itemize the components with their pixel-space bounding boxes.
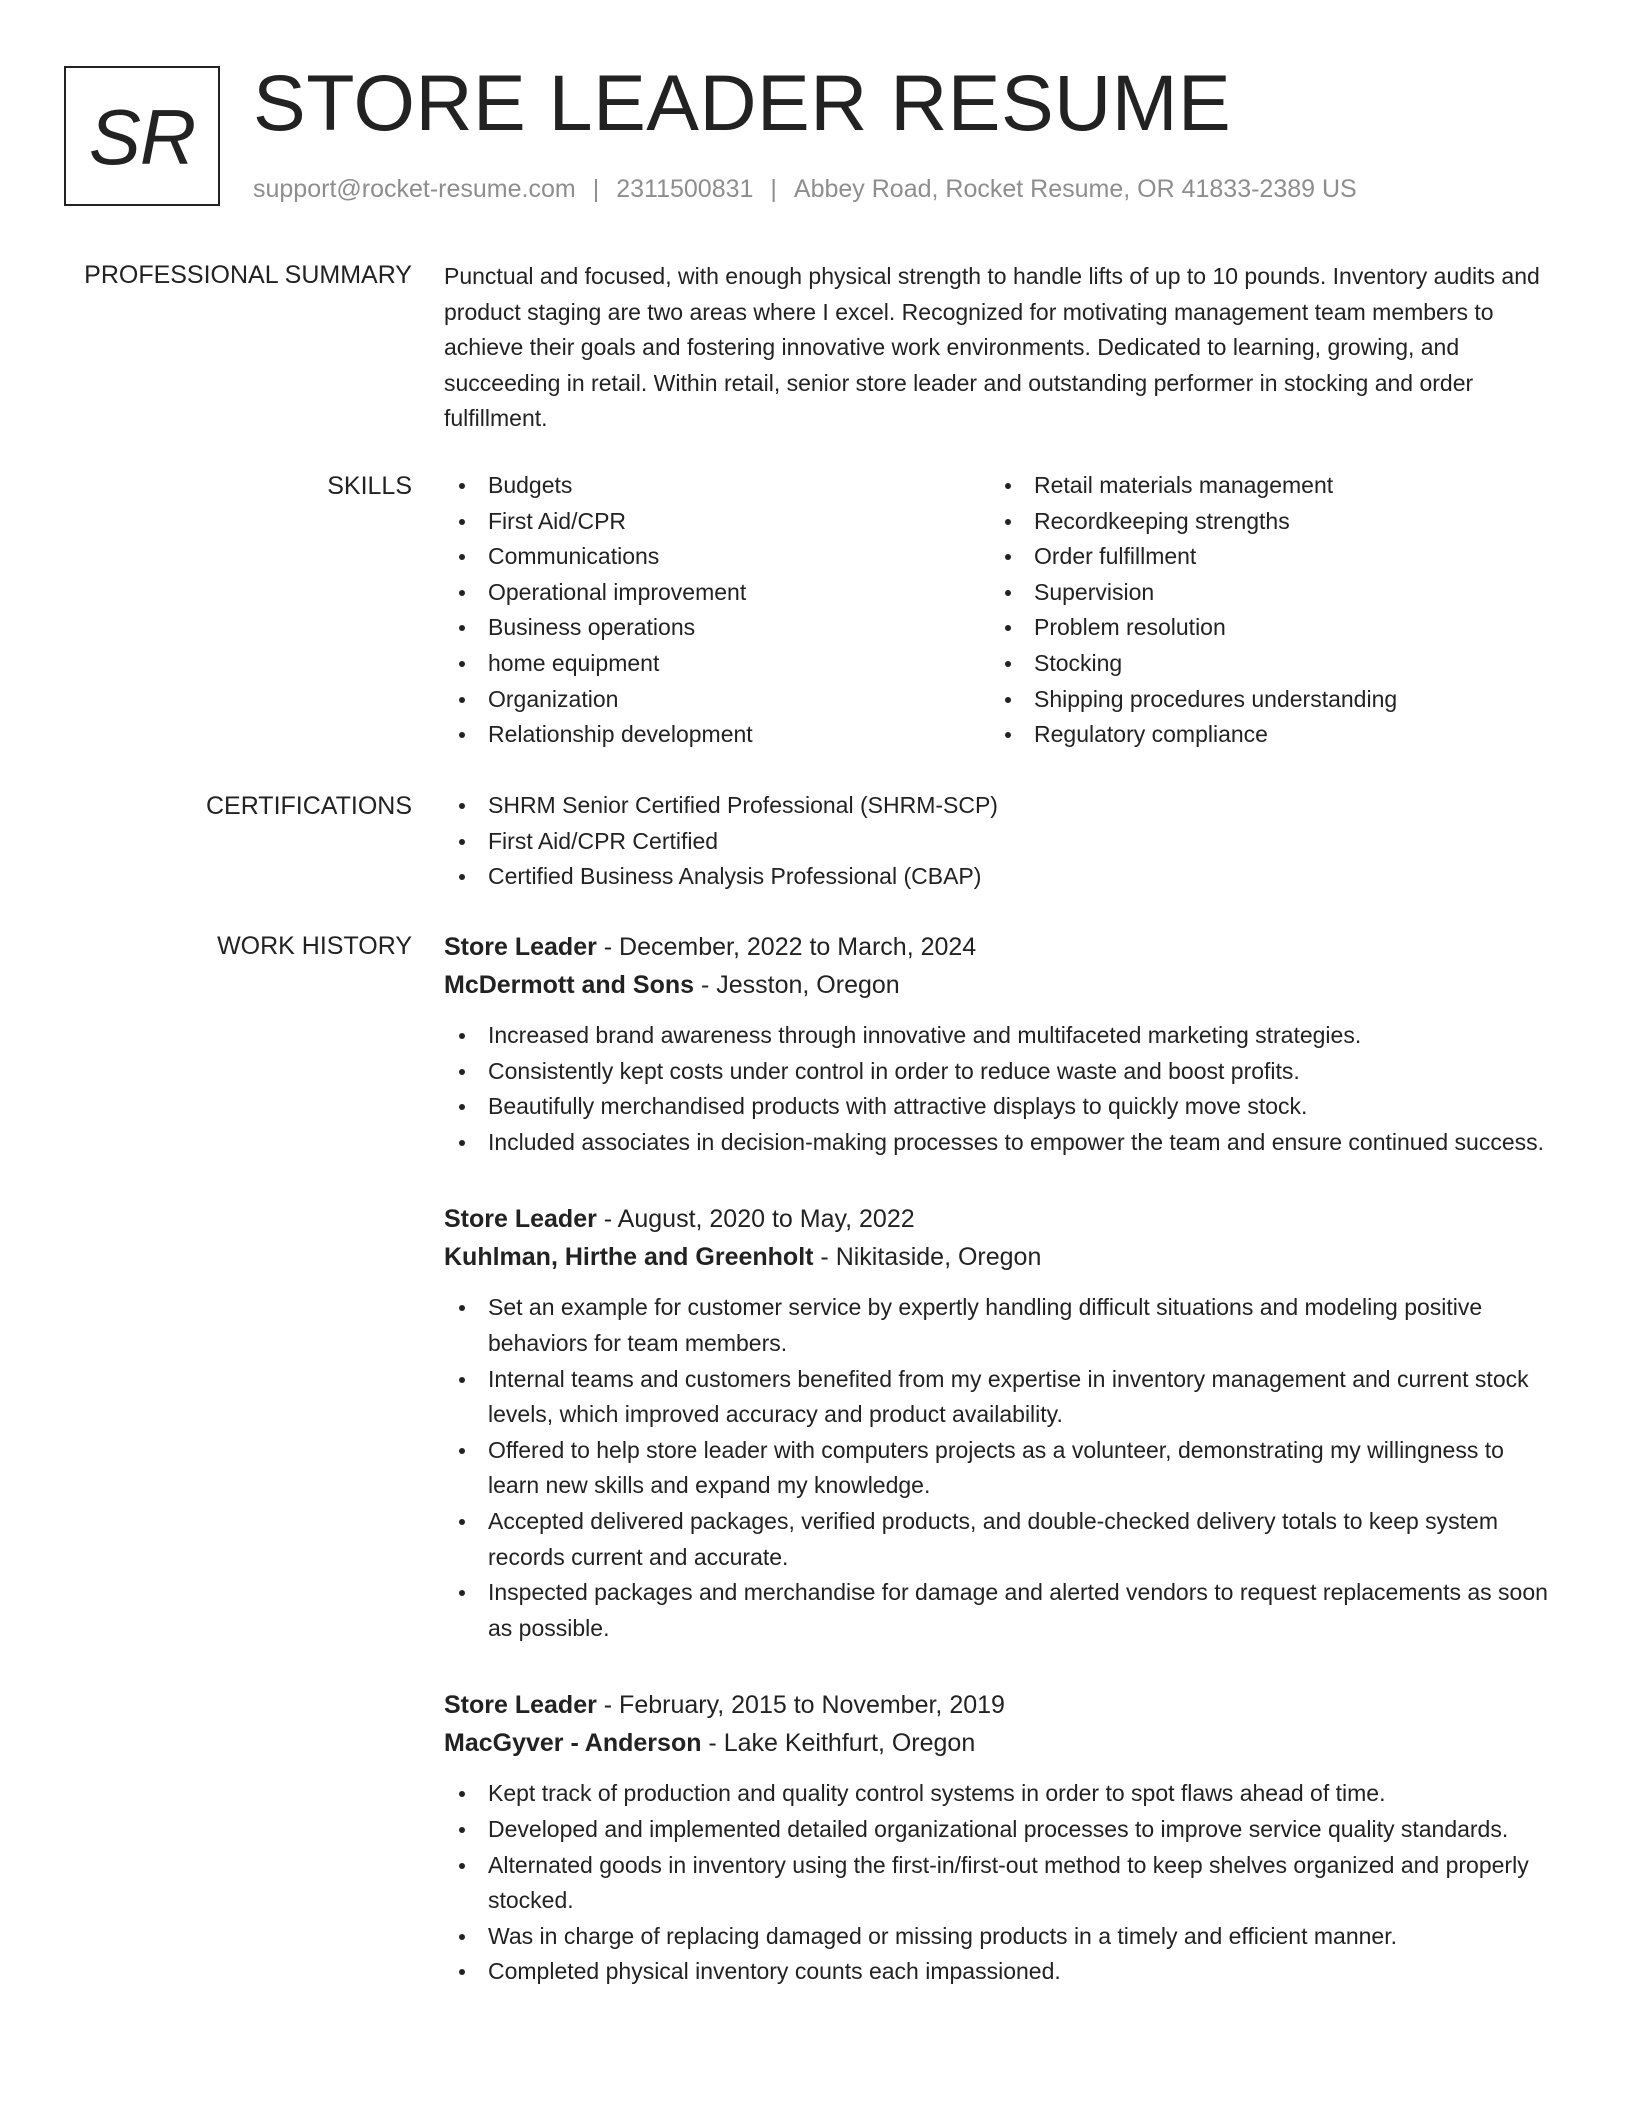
job-bullet: Consistently kept costs under control in order to reduce waste and boost profits. (444, 1054, 1559, 1090)
job-bullet: Was in charge of replacing damaged or missing products in a timely and efficient manner. (444, 1919, 1559, 1955)
work-history-list (444, 928, 1559, 1990)
page-title: STORE LEADER RESUME (253, 58, 1232, 147)
skill-item: Relationship development (444, 717, 990, 753)
contact-line (253, 172, 1357, 206)
contact-separator: | (770, 175, 777, 203)
job-location: - Jesston, Oregon (694, 971, 900, 999)
skills-columns (444, 468, 1559, 753)
job-dates: - February, 2015 to November, 2019 (596, 1691, 1005, 1720)
section-label-summary: PROFESSIONAL SUMMARY (84, 261, 412, 289)
skill-item: Budgets (444, 468, 990, 504)
job-bullet: Alternated goods in inventory using the first-in/first-out method to keep shelves organized and properly stocked. (444, 1848, 1559, 1919)
skill-item: Organization (444, 682, 990, 718)
certification-item: First Aid/CPR Certified (444, 824, 1559, 860)
skills-list-right (990, 468, 1536, 753)
job-dates: - August, 2020 to May, 2022 (596, 1205, 915, 1234)
job-title-line (444, 1200, 1559, 1238)
skill-item: Supervision (990, 575, 1536, 611)
job-location: - Nikitaside, Oregon (813, 1243, 1042, 1272)
skill-item: First Aid/CPR (444, 504, 990, 540)
contact-email: support@rocket-resume.com (253, 175, 576, 203)
job-location: - Lake Keithfurt, Oregon (701, 1729, 976, 1758)
summary-text: Punctual and focused, with enough physical strength to handle lifts of up to 10 pounds. Inventory audits and product staging are two areas where I excel. Recognized for motivating management team members to achieve their goals and fostering innovative work environments. Dedicated to learning, growing, and succeeding in retail. Within retail, senior store leader and outstanding performer in stocking and order fulfillment. (444, 263, 1540, 432)
job-entry (444, 928, 1559, 1160)
certification-item: SHRM Senior Certified Professional (SHRM-SCP) (444, 788, 1559, 824)
job-bullet: Completed physical inventory counts each impassioned. (444, 1954, 1559, 1990)
skill-item: Problem resolution (990, 610, 1536, 646)
job-title-line (444, 1686, 1559, 1724)
job-role: Store Leader (444, 1205, 597, 1234)
contact-address: Abbey Road, Rocket Resume, OR 41833-2389 US (793, 175, 1357, 203)
skill-item: Operational improvement (444, 575, 990, 611)
skill-item: Stocking (990, 646, 1536, 682)
skill-item: Retail materials management (990, 468, 1536, 504)
job-company-line (444, 1238, 1559, 1276)
job-bullet: Developed and implemented detailed organizational processes to improve service quality standards. (444, 1812, 1559, 1848)
job-role: Store Leader (444, 933, 597, 961)
skills-list-left (444, 468, 990, 753)
job-bullet: Set an example for customer service by expertly handling difficult situations and modeling positive behaviors for team members. (444, 1290, 1559, 1361)
job-bullet: Accepted delivered packages, verified products, and double-checked delivery totals to keep system records current and accurate. (444, 1504, 1559, 1575)
monogram-box (64, 66, 220, 206)
job-entry (444, 1686, 1559, 1990)
contact-phone: 2311500831 (616, 175, 754, 203)
job-bullet: Beautifully merchandised products with attractive displays to quickly move stock. (444, 1089, 1559, 1125)
job-company-line (444, 966, 1559, 1004)
job-bullet: Internal teams and customers benefited from my expertise in inventory management and current stock levels, which improved accuracy and product availability. (444, 1362, 1559, 1433)
job-company: MacGyver - Anderson (444, 1729, 702, 1758)
job-bullet: Included associates in decision-making processes to empower the team and ensure continued success. (444, 1125, 1559, 1161)
section-label-certifications: CERTIFICATIONS (205, 792, 412, 820)
job-role: Store Leader (444, 1691, 597, 1720)
job-bullet: Kept track of production and quality control systems in order to spot flaws ahead of time. (444, 1776, 1559, 1812)
job-entry (444, 1200, 1559, 1646)
contact-separator: | (592, 175, 600, 203)
job-company-line (444, 1724, 1559, 1762)
certification-item: Certified Business Analysis Professional (CBAP) (444, 859, 1559, 895)
section-label-work-history: WORK HISTORY (217, 932, 412, 960)
skill-item: Communications (444, 539, 990, 575)
job-bullet: Increased brand awareness through innovative and multifaceted marketing strategies. (444, 1018, 1559, 1054)
monogram-initials: SR (88, 92, 196, 181)
skill-item: Recordkeeping strengths (990, 504, 1536, 540)
skill-item: Regulatory compliance (990, 717, 1536, 753)
job-company: McDermott and Sons (444, 971, 695, 999)
skill-item: Shipping procedures understanding (990, 682, 1536, 718)
skill-item: Business operations (444, 610, 990, 646)
job-company: Kuhlman, Hirthe and Greenholt (444, 1243, 814, 1272)
section-label-skills: SKILLS (327, 472, 412, 500)
skill-item: Order fulfillment (990, 539, 1536, 575)
certifications-list (444, 788, 1559, 895)
job-dates: - December, 2022 to March, 2024 (596, 933, 977, 961)
job-bullet: Inspected packages and merchandise for damage and alerted vendors to request replacements as soon as possible. (444, 1575, 1559, 1646)
job-bullets (444, 1290, 1559, 1646)
job-bullet: Offered to help store leader with computers projects as a volunteer, demonstrating my willingness to learn new skills and expand my knowledge. (444, 1433, 1559, 1504)
job-title-line (444, 928, 1559, 966)
job-bullets (444, 1018, 1559, 1160)
skill-item: home equipment (444, 646, 990, 682)
job-bullets (444, 1776, 1559, 1990)
